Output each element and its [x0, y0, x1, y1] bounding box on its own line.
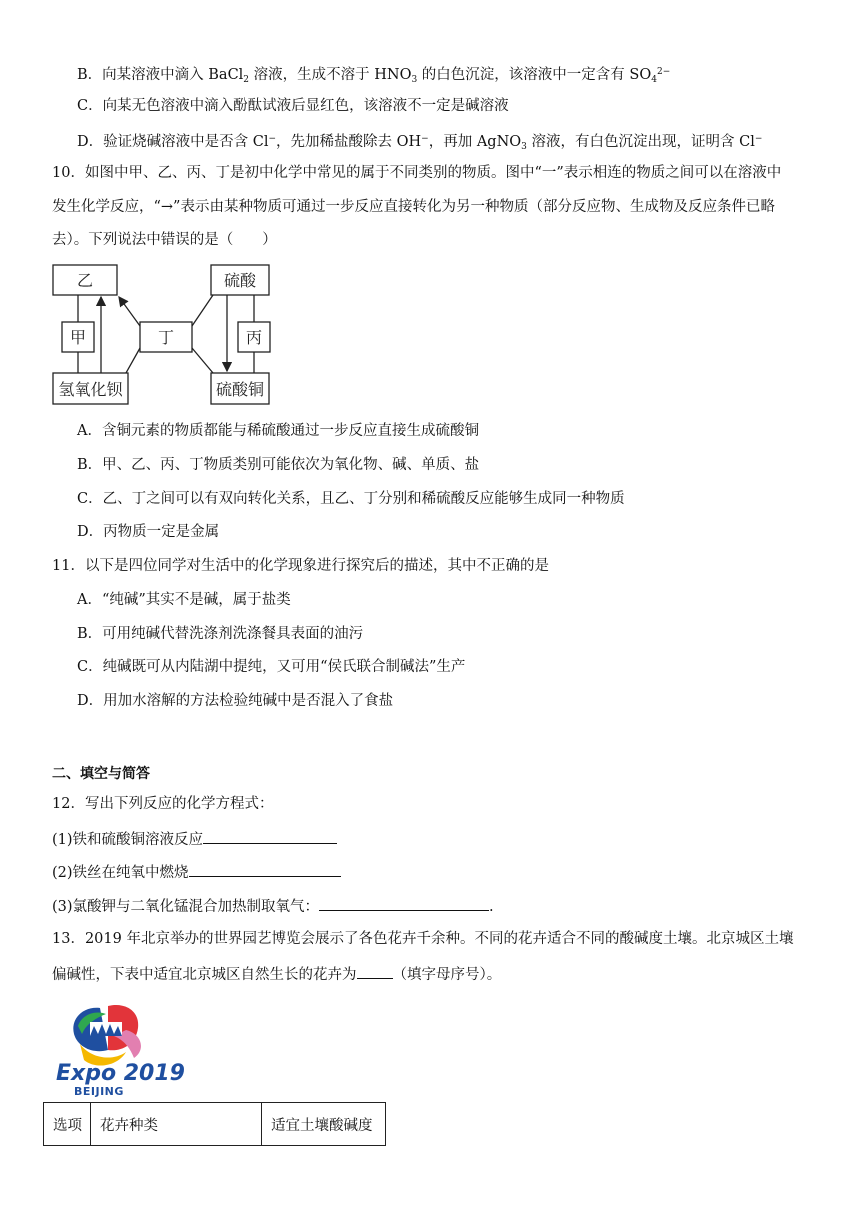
reaction-diagram — [48, 260, 278, 410]
section-title: 二、填空与简答 — [52, 766, 150, 782]
table-header-cell: 适宜土壤酸碱度 — [262, 1103, 386, 1146]
flower-options-table — [43, 1102, 386, 1146]
expo-2019-logo — [52, 1000, 185, 1098]
label-yi: 乙 — [76, 271, 94, 290]
q10-stem-line3: 去）。下列说法中错误的是（ ） — [52, 232, 277, 248]
logo-wordmark: Expo 2019 — [56, 1061, 185, 1086]
q12-part3: (3)氯酸钾与二氧化锰混合加热制取氧气： . — [52, 895, 494, 917]
q11-option-d: D．用加水溶解的方法检验纯碱中是否混入了食盐 — [77, 693, 394, 709]
label-liusuantong: 硫酸铜 — [215, 380, 265, 399]
q12-stem: 12．写出下列反应的化学方程式： — [52, 796, 274, 812]
q13-stem-line1: 13．2019 年北京举办的世界园艺博览会展示了各色花卉千余种。不同的花卉适合不同的酸碱度土壤。北京城区土壤 — [52, 931, 794, 947]
q11-option-a: A．“纯碱”其实不是碱，属于盐类 — [77, 592, 291, 608]
logo-city: BEIJING — [74, 1085, 124, 1098]
q12-part2: (2)铁丝在纯氧中燃烧 — [52, 861, 341, 883]
q9-option-c: C．向某无色溶液中滴入酚酞试液后显红色，该溶液不一定是碱溶液 — [77, 98, 509, 114]
q10-option-b: B．甲、乙、丙、丁物质类别可能依次为氧化物、碱、单质、盐 — [77, 457, 480, 473]
table-header-cell: 花卉种类 — [91, 1103, 262, 1146]
q11-option-c: C．纯碱既可从内陆湖中提纯，又可用“侯氏联合制碱法”生产 — [77, 659, 466, 675]
q9-option-b: B．向某溶液中滴入 BaCl$_2$ 溶液，生成不溶于 $HNO_3$ 的白色沉淀，该溶液中一定含有 $SO_4^{2-}$ — [77, 67, 671, 85]
label-ding: 丁 — [157, 328, 175, 347]
answer-blank[interactable] — [357, 963, 393, 979]
label-qingyanghuabei: 氢氧化钡 — [58, 380, 123, 399]
table-header-cell: 选项 — [44, 1103, 91, 1146]
q12-part1: (1)铁和硫酸铜溶液反应 — [52, 828, 337, 850]
q10-option-d: D．丙物质一定是金属 — [77, 524, 220, 540]
answer-blank[interactable] — [203, 828, 337, 844]
label-jia: 甲 — [69, 328, 87, 347]
answer-blank[interactable] — [189, 861, 341, 877]
q11-option-b: B．可用纯碱代替洗涤剂洗涤餐具表面的油污 — [77, 626, 364, 642]
label-bing: 丙 — [245, 328, 263, 347]
q10-option-c: C．乙、丁之间可以有双向转化关系，且乙、丁分别和稀硫酸反应能够生成同一种物质 — [77, 491, 625, 507]
q10-stem-line1: 10．如图中甲、乙、丙、丁是初中化学中常见的属于不同类别的物质。图中“一”表示相连的物质之间可以在溶液中 — [52, 165, 782, 181]
q10-option-a: A．含铜元素的物质都能与稀硫酸通过一步反应直接生成硫酸铜 — [77, 423, 479, 439]
q13-stem-line2: 偏碱性，下表中适宜北京城区自然生长的花卉为 （填字母序号）。 — [52, 963, 501, 985]
q10-stem-line2: 发生化学反应，“→”表示由某种物质可通过一步反应直接转化为另一种物质（部分反应物、生成物及反应条件已略 — [52, 199, 775, 215]
answer-blank[interactable] — [319, 895, 489, 911]
table-header-row — [44, 1103, 386, 1146]
label-liusuan: 硫酸 — [223, 271, 257, 290]
q11-stem: 11．以下是四位同学对生活中的化学现象进行探究后的描述，其中不正确的是 — [52, 558, 549, 574]
q9-option-d: D．验证烧碱溶液中是否含 Cl−，先加稀盐酸除去 OH−，再加 AgNO$_3$ 溶液，有白色沉淀出现，证明含 Cl− — [77, 134, 763, 152]
